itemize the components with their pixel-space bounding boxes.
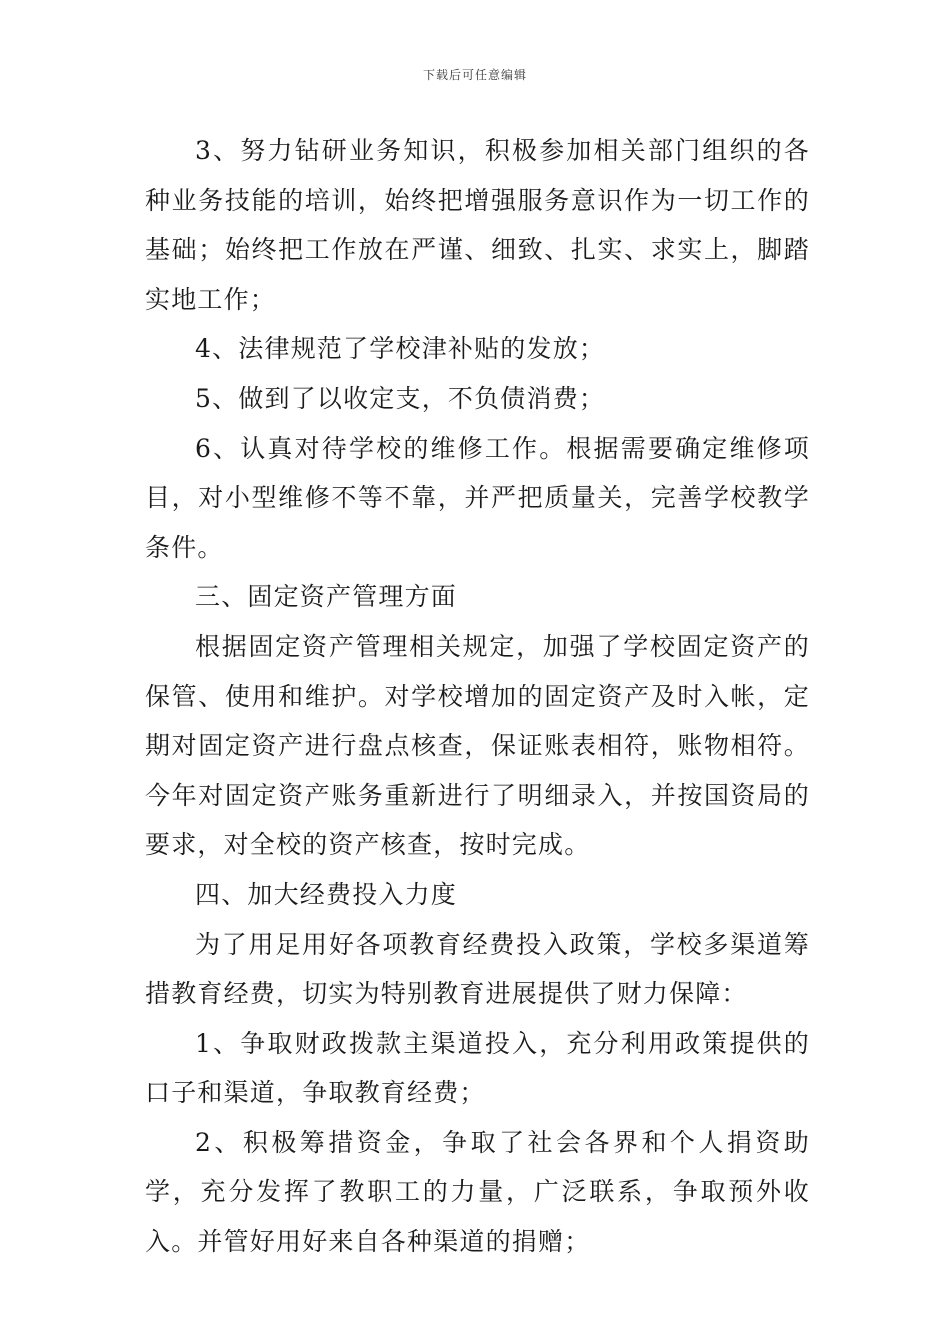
section-heading-funding: 四、加大经费投入力度 xyxy=(195,879,458,909)
paragraph-fixed-assets: 根据固定资产管理相关规定，加强了学校固定资产的保管、使用和维护。对学校增加的固定资产及时入帐，定期对固定资产进行盘点核查，保证账表相符，账物相符。今年对固定资产账务重新进行了明细录入，并按国资局的要求，对全校的资产核查，按时完成。 xyxy=(145,631,810,860)
header-note: 下载后可任意编辑 xyxy=(422,68,527,82)
paragraph-item-5: 5、做到了以收定支，不负债消费； xyxy=(195,383,606,413)
paragraph-funding-intro: 为了用足用好各项教育经费投入政策，学校多渠道筹措教育经费，切实为特别教育进展提供了财力保障： xyxy=(145,929,810,1009)
section-heading-fixed-assets: 三、固定资产管理方面 xyxy=(195,582,458,612)
paragraph-item-3: 3、努力钻研业务知识，积极参加相关部门组织的各种业务技能的培训，始终把增强服务意识作为一切工作的基础；始终把工作放在严谨、细致、扎实、求实上，脚踏实地工作； xyxy=(145,136,810,314)
paragraph-funding-item-2: 2、积极筹措资金，争取了社会各界和个人捐资助学，充分发挥了教职工的力量，广泛联系，争取预外收入。并管好用好来自各种渠道的捐赠； xyxy=(145,1127,810,1257)
paragraph-funding-item-1: 1、争取财政拨款主渠道投入，充分利用政策提供的口子和渠道，争取教育经费； xyxy=(145,1028,810,1108)
document-body xyxy=(145,126,810,1267)
paragraph-item-6: 6、认真对待学校的维修工作。根据需要确定维修项目，对小型维修不等不靠，并严把质量关，完善学校教学条件。 xyxy=(145,433,810,562)
paragraph-item-4: 4、法律规范了学校津补贴的发放； xyxy=(195,334,606,364)
